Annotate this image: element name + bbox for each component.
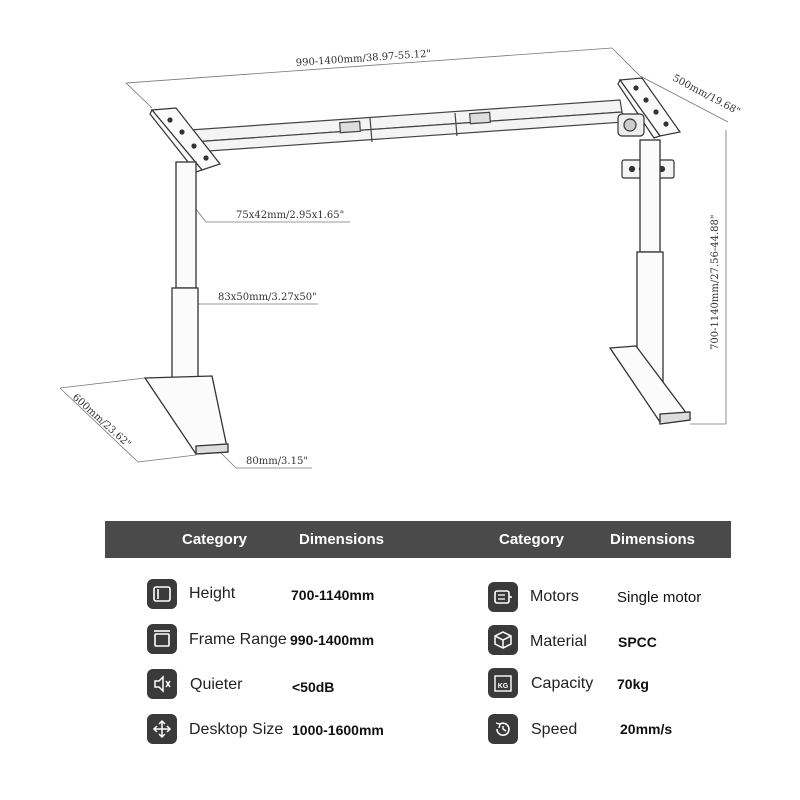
material-value: SPCC — [618, 634, 657, 650]
height-value: 700-1140mm — [291, 587, 375, 603]
frame-range-icon — [147, 624, 177, 654]
foot-length-dimension-label: 600mm/23.62" — [69, 392, 133, 451]
header-category-right: Category — [499, 531, 565, 548]
quieter-value: <50dB — [292, 679, 335, 695]
depth-dimension-label: 500mm/19.68" — [670, 72, 742, 118]
header-category-left: Category — [182, 531, 248, 548]
capacity-icon-text: KG — [497, 683, 509, 690]
speed-value: 20mm/s — [620, 721, 673, 737]
frame-range-label: Frame Range — [189, 631, 287, 648]
height-dimension-label: 700-1140mm/27.56-44.88" — [710, 214, 721, 350]
capacity-label: Capacity — [531, 675, 594, 692]
height-icon — [147, 579, 177, 609]
material-icon — [488, 625, 518, 655]
height-label: Height — [189, 585, 236, 602]
lower-column-dimension-label: 83x50mm/3.27x50" — [218, 292, 317, 303]
motor-icon — [488, 582, 518, 612]
foot-width-dimension-label: 80mm/3.15" — [246, 456, 308, 467]
capacity-value: 70kg — [617, 676, 649, 692]
width-dimension-label: 990-1400mm/38.97-55.12" — [295, 48, 432, 69]
desktop-size-value: 1000-1600mm — [292, 722, 384, 738]
speed-label: Speed — [531, 721, 578, 738]
header-dimensions-right: Dimensions — [610, 531, 696, 548]
motors-value: Single motor — [617, 589, 702, 606]
upper-column-dimension-label: 75x42mm/2.95x1.65" — [236, 210, 345, 221]
frame-range-value: 990-1400mm — [290, 632, 375, 648]
material-label: Material — [530, 633, 587, 650]
desktop-size-label: Desktop Size — [189, 721, 284, 738]
speed-icon — [488, 714, 518, 744]
header-dimensions-left: Dimensions — [299, 531, 385, 548]
quieter-label: Quieter — [190, 676, 243, 693]
capacity-icon — [488, 668, 518, 698]
motors-label: Motors — [530, 588, 579, 605]
quieter-icon — [147, 669, 177, 699]
desktop-size-icon — [147, 714, 177, 744]
table-header — [105, 521, 731, 558]
